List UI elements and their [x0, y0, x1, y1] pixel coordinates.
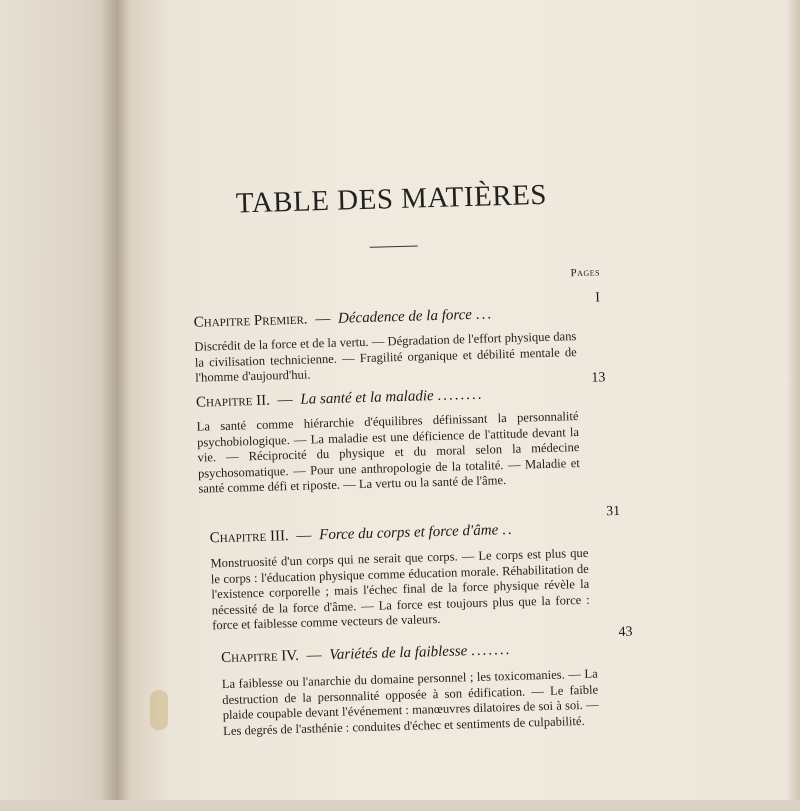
title-rule [370, 245, 418, 247]
dot-leader: ........ [437, 386, 484, 404]
chapter-title: Force du corps et force d'âme [318, 522, 499, 544]
chapter-label: Chapitre III. [209, 528, 289, 547]
chapter-description: La santé comme hiérarchie d'équilibres définissant la personnalité psychobiologique. — La maladie est une déficience de l'attitude devant la vie. — Réciprocité du physique et du moral selon la médecine psychosomatique. — Pour une anthropologie de la totalité. — Maladie et santé comme défi et riposte. — La vertu ou la santé de l'âme. [196, 409, 581, 496]
chapter-label: Chapitre IV. [220, 647, 300, 667]
chapter-label: Chapitre II. [195, 392, 271, 411]
chapter-title: Décadence de la force [337, 306, 473, 327]
dot-leader: ....... [470, 641, 512, 660]
chapter-separator: — [277, 392, 293, 409]
chapter-page-number: 13 [591, 370, 606, 386]
dot-leader: ... [475, 306, 494, 323]
chapter-description: Monstruosité d'un corps qui ne serait que corps. — Le corps est plus que le corps : l'éducation physique comme éducation morale. Réhabilitation de l'existence corporelle ; mais l'échec final de la force physique révèle la nécessité de la force d'âme. — La force est toujours plus que la force : force et faiblesse comme vecteurs de valeurs. [210, 545, 590, 633]
dot-leader: .. [501, 521, 514, 539]
toc-entry-chapter-1 [194, 306, 494, 331]
chapter-separator: — [296, 527, 312, 544]
page-title: TABLE DES MATIÈRES [235, 178, 548, 220]
chapter-label: Chapitre Premier. [193, 311, 308, 331]
chapter-separator: — [306, 647, 322, 664]
toc-entry-chapter-2 [196, 387, 484, 412]
pages-column-label: Pages [570, 266, 601, 280]
chapter-page-number: I [595, 290, 601, 306]
chapter-separator: — [315, 310, 331, 328]
chapter-page-number: 43 [618, 624, 633, 640]
chapter-description: La faiblesse ou l'anarchie du domaine personnel ; les toxicomanies. — La destruction de la personnalité opposée à son édification. — Le faible plaide coupable devant l'événement : manœuvres dilatoires de soi à soi. — Les degrés de l'asthénie : conduites d'échec et sentiments de culpabilité. [221, 666, 599, 738]
chapter-page-number: 31 [605, 503, 621, 520]
toc-entry-chapter-3 [210, 522, 514, 547]
chapter-title: Variétés de la faiblesse [329, 643, 468, 664]
chapter-title: La santé et la maladie [300, 388, 434, 408]
chapter-description: Discrédit de la force et de la vertu. — Dégradation de l'effort physique dans la civilisation technicienne. — Fragilité organique et débilité mentale de l'homme d'aujourd'hui. [194, 329, 577, 385]
toc-entry-chapter-4 [221, 642, 512, 667]
